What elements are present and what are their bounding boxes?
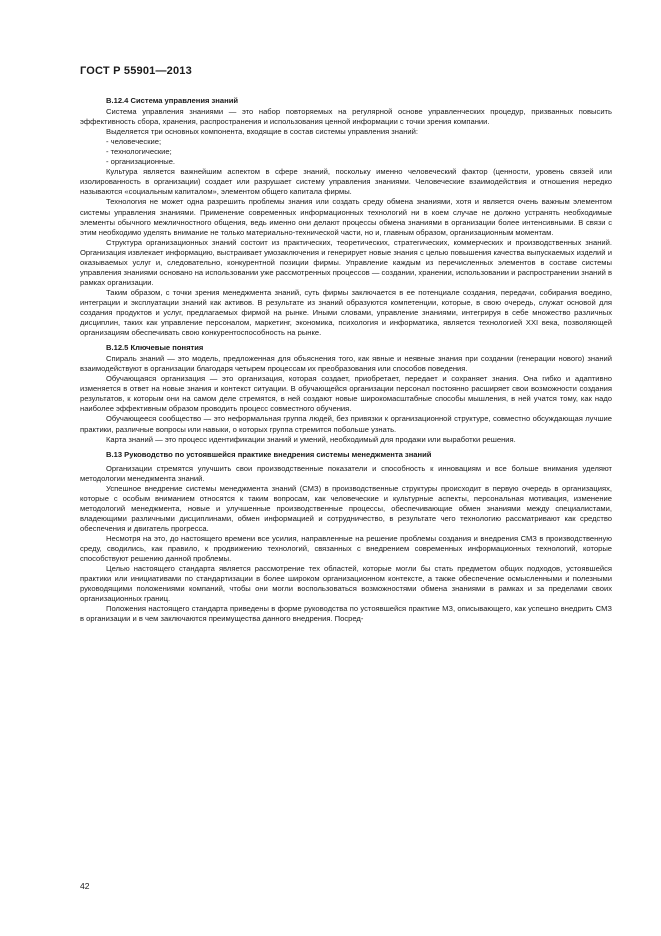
paragraph: Карта знаний — это процесс идентификации знаний и умений, необходимый для продажи или выработки решения. — [106, 434, 516, 444]
paragraph: Несмотря на это, до настоящего времени все усилия, направленные на решение проблемы создания и внедрения СМЗ в производственную среду, сводились, как правило, к продвижению технологий, связанных с внедрением современных информационных технологий, которые способствуют решению данной проблемы. — [80, 533, 612, 564]
paragraph: Целью настоящего стандарта является рассмотрение тех областей, которые могли бы стать предметом общих подходов, устоявшейся практики или инициативами по стандартизации в более широком организационном контексте, а также обеспечение осмысленными и полезными руководящими положениями компаний, чтобы они могли воспользоваться возможностями обмена знаниями в рамках и за пределами своих организационных границ. — [80, 564, 612, 604]
paragraph: Таким образом, с точки зрения менеджмента знаний, суть фирмы заключается в ее потенциале создания, передачи, собирания воедино, интеграции и эксплуатации знаний как активов. В результате из знаний образуются компетенции, которые, в свою очередь, служат основой для создания продуктов и услуг, предлагаемых фирмой на рынке. Иными словами, управление знаниями, интегрируя в себе множество различных дисциплин, таких как управление персоналом, маркетинг, экономика, психология и информатика, является технологией XXI века, позволяющей организациям обеспечивать свою конкурентоспособность на рынке. — [80, 287, 612, 338]
section-heading: В.12.4 Система управления знаний — [106, 96, 239, 105]
list-item: - организационные. — [106, 157, 176, 167]
paragraph: Система управления знаниями — это набор повторяемых на регулярной основе управленческих процедур, призванных повысить эффективность сбора, хранения, распространения и использования ценной информации с точки зрения компании. — [80, 107, 612, 127]
document-header-title: ГОСТ Р 55901—2013 — [80, 65, 192, 77]
paragraph: Обучающаяся организация — это организация, которая создает, приобретает, передает и сохраняет знания. Она гибко и адаптивно изменяется в ответ на новые знания и контекст ситуации. В обучающейся организации персонал постоянно расширяет свои возможности создания результатов, к которым они на самом деле стремятся, в ней создают новые широкомасштабные способы мышления, в ней учатся тому, как надо наиболее эффективным образом проводить процесс совместного обучения. — [80, 374, 612, 414]
list-item: - человеческие; — [106, 137, 162, 147]
paragraph: Выделяется три основных компонента, входящие в состав системы управления знаний: — [106, 127, 418, 137]
list-item: - технологические; — [106, 147, 172, 157]
section-heading: В.12.5 Ключевые понятия — [106, 343, 204, 353]
paragraph: Организации стремятся улучшить свои производственные показатели и способность к инновациям и все больше внимания уделяют методологии менеджмента знаний. — [80, 463, 612, 483]
paragraph: Успешное внедрение системы менеджмента знаний (СМЗ) в производственные структуры происходит в первую очередь в организациях, которые с особым вниманием относятся к таким вопросам, как человеческие и культурные аспекты, персональная мотивация, изменение методологий менеджмента, новые и улучшенные производственные процессы, обеспечивающие обмен знаниями между специалистами, владеющими различными дисциплинами, обмен информацией и сотрудничество, в результате чего технологию рассматривают как средство обеспечения и двигатель прогресса. — [80, 483, 612, 533]
paragraph: Спираль знаний — это модель, предложенная для объяснения того, как явные и неявные знания при создании (генерации нового) знаний взаимодействуют в организации благодаря четырем процессам их преобразования или способов поведения. — [80, 354, 612, 374]
paragraph: Обучающееся сообщество — это неформальная группа людей, без привязки к организационной структуре, совместно обсуждающая лучшие практики, различные вопросы или навыки, о которых группа стремится побольше узнать. — [80, 414, 612, 434]
paragraph: Технология не может одна разрешить проблемы знания или создать среду обмена знаниями, хотя и является очень важным элементом системы управления знаниями. Применение современных информационных технологий ни в коем случае не должно устранять необходимые элементы обычного межличностного общения, ведь именно они делают процессы обмена знаниями в организации более интенсивными. В связи с этим необходимо уделять внимание не только материально-технической части, но и, главным образом, организационным моментам. — [80, 197, 612, 237]
page-number: 42 — [80, 881, 90, 891]
section-heading: В.13 Руководство по устоявшейся практике внедрения системы менеджмента знаний — [106, 449, 432, 459]
paragraph: Положения настоящего стандарта приведены в форме руководства по устоявшейся практике МЗ, описывающего, как успешно внедрить СМЗ в организации и в чем заключаются преимущества данного внедрения. Посред- — [80, 604, 612, 624]
paragraph: Структура организационных знаний состоит из практических, теоретических, стратегических, коммерческих и производственных знаний. Организация извлекает информацию, выстраивает умозаключения и генерирует новые знания с целью повышения качества выпускаемых изделий и оказываемых услуг и, следовательно, конкурентной позиции фирмы. Управление каждым из перечисленных элементов в составе системы управления знаниями основано на использовании уже рассмотренных процессов — создании, хранении, использовании и распространении знаний в рамках организации. — [80, 237, 612, 287]
paragraph: Культура является важнейшим аспектом в сфере знаний, поскольку именно человеческий фактор (ценности, уровень связей или изолированность в организации) создает или разрушает систему управления знаниями. Человеческие взаимодействия и отношения нередко называются «социальным капиталом», элементом общего капитала фирмы. — [80, 167, 612, 197]
document-body — [80, 96, 612, 624]
